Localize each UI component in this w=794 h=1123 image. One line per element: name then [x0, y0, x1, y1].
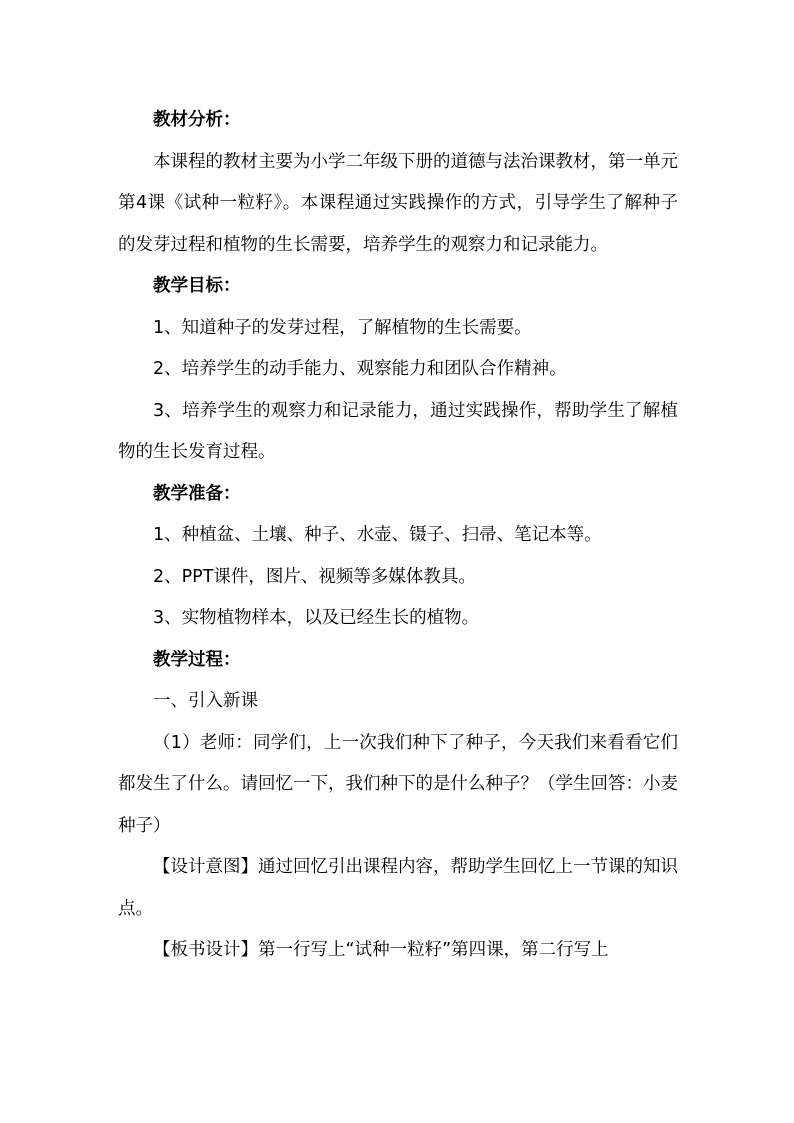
preparation-item-1: 1、种植盆、土壤、种子、水壶、镊子、扫帚、笔记本等。 [153, 525, 602, 545]
process-paragraph: （1）老师：同学们，上一次我们种下了种子，今天我们来看看它们都发生了什么。请回忆一下，我们种下的是什么种子？（学生回答：小麦种子） [118, 732, 678, 836]
paragraph: 本课程的教材主要为小学二年级下册的道德与法治课教材，第一单元第4课《试种一粒籽》。本课程通过实践操作的方式，引导学生了解种子的发芽过程和植物的生长需要，培养学生的观察力和记录能力。 [118, 151, 678, 255]
board-design-paragraph: 【板书设计】第一行写上“试种一粒籽”第四课，第二行写上 [153, 940, 609, 960]
goal-item-3: 3、培养学生的观察力和记录能力，通过实践操作，帮助学生了解植物的生长发育过程。 [118, 400, 678, 462]
page-footer [0, 1086, 794, 1123]
preparation-item-2: 2、PPT课件，图片、视频等多媒体教具。 [153, 566, 476, 587]
preparation-item-3: 3、实物植物样本，以及已经生长的植物。 [153, 608, 480, 628]
section-heading-teaching-goals: 教学目标： [153, 276, 241, 296]
goal-item-2: 2、培养学生的动手能力、观察能力和团队合作精神。 [153, 359, 567, 379]
section-heading-textbook-analysis: 教材分析： [153, 110, 241, 130]
section-heading-teaching-preparation: 教学准备： [153, 483, 241, 504]
goal-item-1: 1、知道种子的发芽过程，了解植物的生长需要。 [153, 317, 532, 338]
design-intent-paragraph: 【设计意图】通过回忆引出课程内容，帮助学生回忆上一节课的知识点。 [118, 857, 678, 919]
section-heading-teaching-process: 教学过程： [153, 649, 241, 670]
document-body [118, 100, 678, 972]
process-step-title: 一、引入新课 [153, 691, 258, 711]
